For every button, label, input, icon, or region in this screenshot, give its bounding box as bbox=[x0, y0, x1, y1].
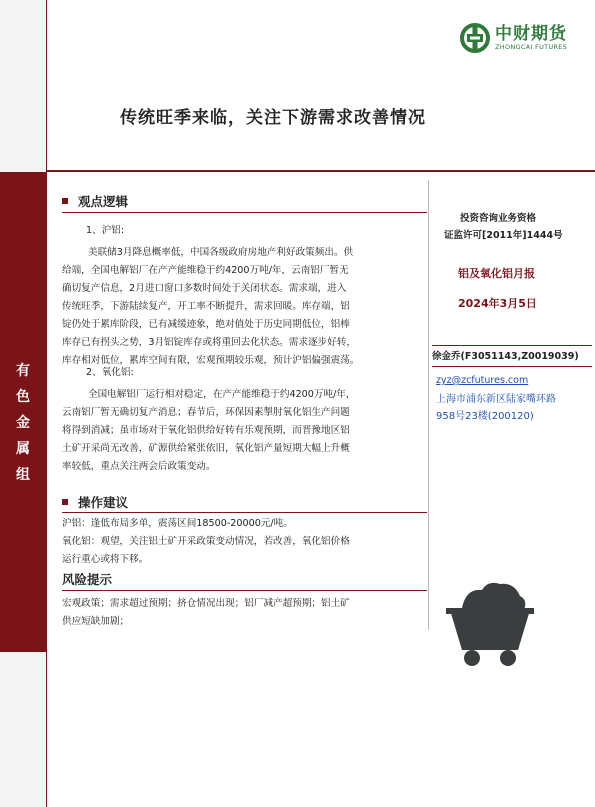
item2-label: 2、氧化铝: bbox=[86, 367, 134, 378]
header-rule bbox=[47, 170, 595, 172]
item1-label: 1、沪铝: bbox=[86, 225, 125, 236]
paragraph-line: 将得到消减；虽市场对于氧化铝供给好转有乐观预期，而晋豫地区铝 bbox=[62, 425, 350, 436]
column-divider bbox=[428, 180, 429, 630]
report-date: 2024年3月5日 bbox=[458, 297, 537, 310]
section-heading-text: 观点逻辑 bbox=[78, 194, 129, 209]
right-rule bbox=[432, 366, 592, 367]
report-title: 传统旺季来临，关注下游需求改善情况 bbox=[120, 108, 426, 128]
section-rule bbox=[62, 212, 427, 213]
address-line: 958号23楼(200120) bbox=[436, 411, 534, 422]
bullet-square-icon bbox=[62, 198, 68, 204]
paragraph-line: 土矿开采尚无改善，矿源供给紧张依旧，氧化铝产量短期大幅上升概 bbox=[62, 443, 350, 454]
report-type: 铝及氧化铝月报 bbox=[458, 267, 535, 280]
paragraph-line: 库存已有拐头之势，3月铝锭库存或将重回去化状态。需求逐步好转， bbox=[62, 337, 356, 348]
paragraph-line: 运行重心或将下移。 bbox=[62, 554, 149, 565]
paragraph-line: 锭仍处于累库阶段，已有减缓迹象，绝对值处于历史同期低位，铝棒 bbox=[62, 319, 350, 330]
risk-paragraph bbox=[62, 595, 432, 631]
section-heading-operation bbox=[62, 493, 128, 511]
logo-icon bbox=[460, 23, 490, 53]
paragraph-line: 全国电解铝厂运行相对稳定，在产产能维稳于约4200万吨/年， bbox=[88, 389, 356, 400]
section-rule bbox=[62, 512, 427, 513]
company-logo bbox=[460, 22, 567, 54]
section-rule bbox=[62, 590, 427, 591]
bullet-square-icon bbox=[62, 499, 68, 505]
paragraph-line: 云南铝厂暂无确切复产消息；春节后，环保因素掣肘氧化铝生产问题 bbox=[62, 407, 350, 418]
right-rule bbox=[432, 345, 592, 346]
paragraph-line: 宏观政策；需求超过预期；挤仓情况出现；铝厂减产超预期；铝土矿 bbox=[62, 598, 350, 609]
sidebar-char: 色 bbox=[16, 389, 30, 405]
operation-paragraph bbox=[62, 515, 432, 569]
item1-paragraph bbox=[62, 244, 432, 370]
section-heading-risk: 风险提示 bbox=[62, 572, 113, 587]
logo-text-cn: 中财期货 bbox=[495, 24, 567, 44]
qualification-line-2: 证监许可[2011年]1444号 bbox=[444, 230, 563, 241]
section-heading-viewpoint bbox=[62, 192, 128, 210]
sidebar-char: 属 bbox=[16, 441, 30, 457]
sidebar-divider bbox=[46, 0, 47, 807]
sidebar-char: 金 bbox=[16, 415, 30, 431]
sidebar-char: 组 bbox=[16, 467, 30, 483]
paragraph-line: 库存相对低位，累库空间有限，宏观预期较乐观，预计沪铝偏强震荡。 bbox=[62, 355, 360, 366]
sidebar-char: 有 bbox=[16, 363, 30, 379]
office-address bbox=[436, 391, 556, 425]
paragraph-line: 沪铝：逢低布局多单，震荡区间18500-20000元/吨。 bbox=[62, 518, 293, 529]
sidebar-label bbox=[0, 358, 46, 488]
logo-text-en: ZHONGCAI FUTURES bbox=[495, 43, 568, 51]
paragraph-line: 美联储3月降息概率低，中国各级政府房地产利好政策频出。供 bbox=[88, 247, 354, 258]
paragraph-line: 确切复产信息，2月进口窗口多数时间处于关闭状态。需求端，进入 bbox=[62, 283, 347, 294]
paragraph-line: 传统旺季，下游陆续复产，开工率不断提升，需求回暖。库存端，铝 bbox=[62, 301, 350, 312]
paragraph-line: 供应短缺加剧； bbox=[62, 616, 130, 627]
item2-paragraph bbox=[62, 386, 432, 476]
paragraph-line: 率较低，重点关注两会后政策变动。 bbox=[62, 461, 216, 472]
paragraph-line: 氧化铝：观望，关注铝土矿开采政策变动情况，若改善，氧化铝价格 bbox=[62, 536, 350, 547]
analyst-name: 徐金乔(F3051143,Z0019039) bbox=[432, 351, 579, 362]
paragraph-line: 给端，全国电解铝厂在产产能维稳于约4200万吨/年，云南铝厂暂无 bbox=[62, 265, 349, 276]
address-line: 上海市浦东新区陆家嘴环路 bbox=[436, 394, 556, 405]
qualification-line-1: 投资咨询业务资格 bbox=[460, 213, 537, 224]
mine-cart-icon bbox=[440, 570, 540, 670]
analyst-email-link[interactable]: zyz@zcfutures.com bbox=[436, 375, 529, 386]
section-heading-text: 操作建议 bbox=[78, 495, 129, 510]
